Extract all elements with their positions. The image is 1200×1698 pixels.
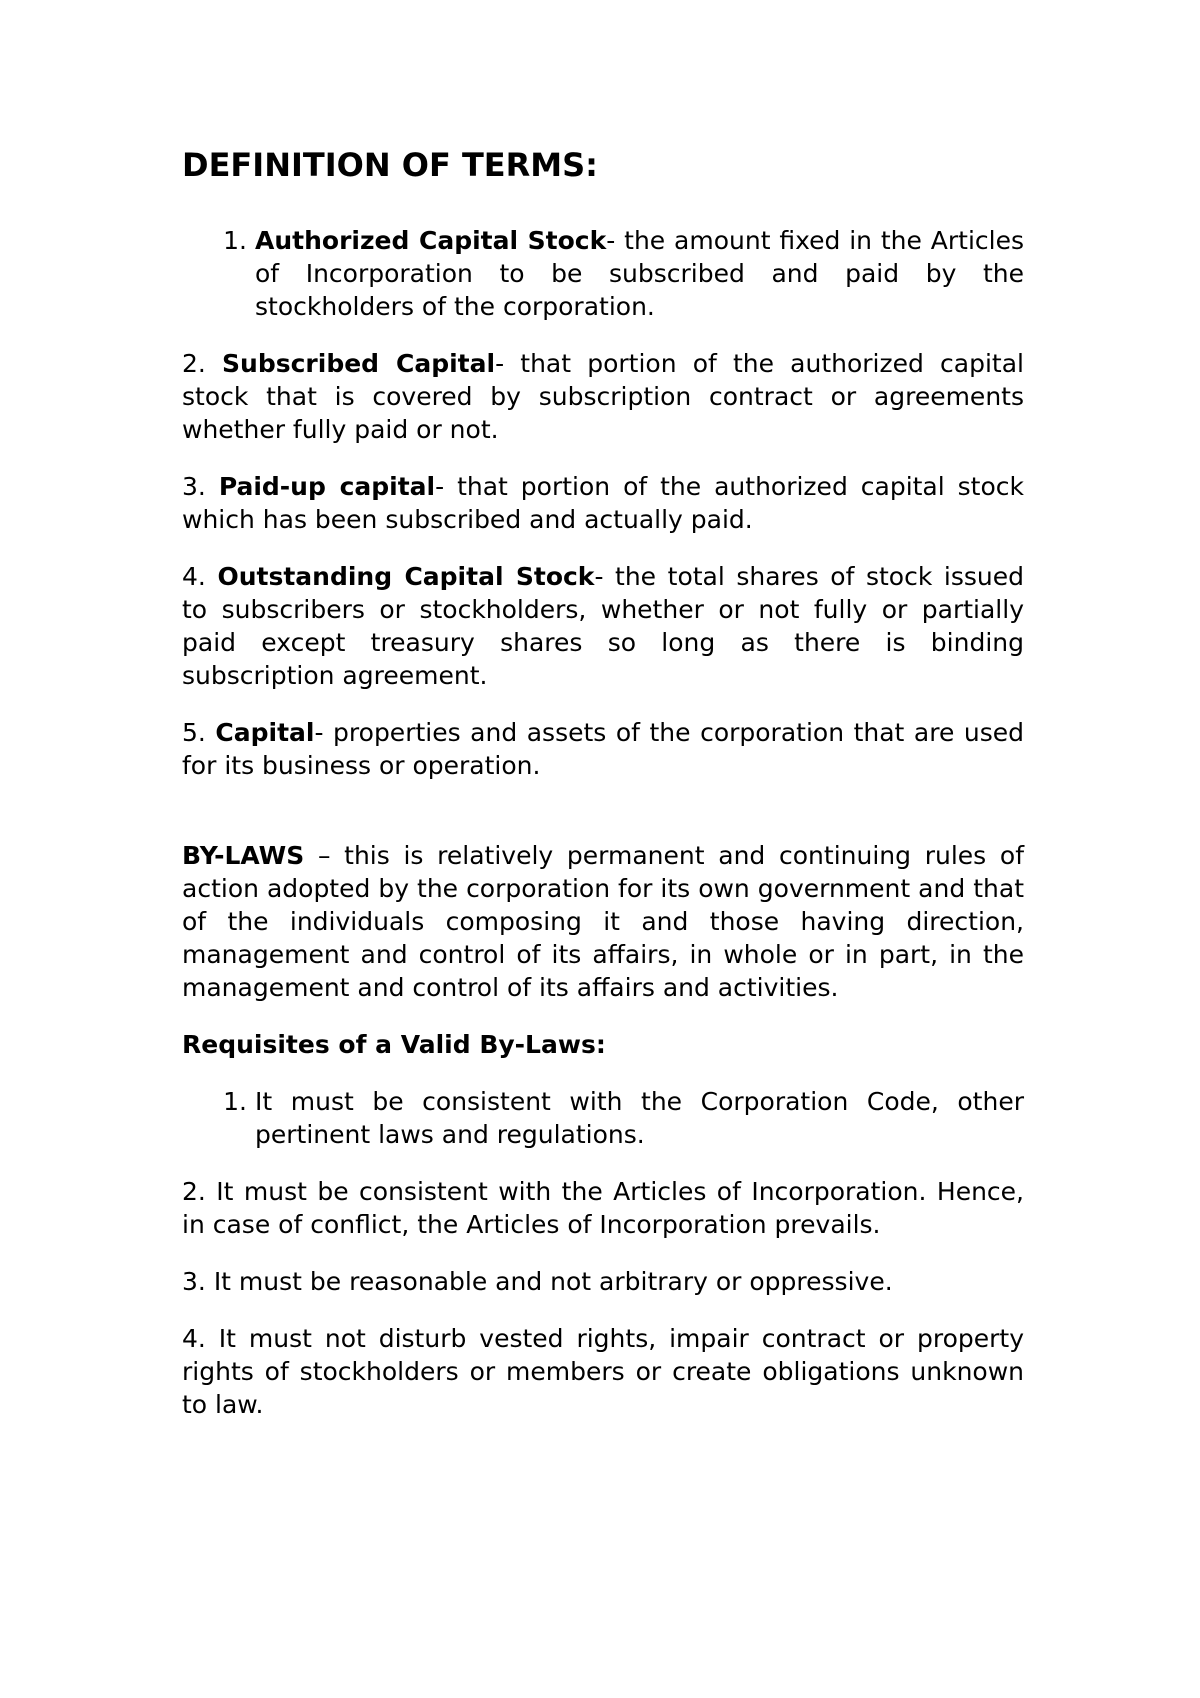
bylaws-text: – this is relatively permanent and continuing rules of action adopted by the corporation for its own government and that of the individuals composing it and those having direction, management and control of its affairs, in whole or in part, in the management and control of its affairs and activities.: [182, 841, 1024, 1002]
requisite-item-3: [182, 1265, 1024, 1298]
definition-number: 5.: [182, 718, 206, 747]
requisite-number: 4.: [182, 1324, 206, 1353]
requisite-item-1: [182, 1085, 1024, 1151]
definition-term: Outstanding Capital Stock: [217, 562, 595, 591]
definition-item-5: [182, 716, 1024, 782]
definition-text: - that portion of the authorized capital stock that is covered by subscription contract or agreements whether fully paid or not.: [182, 349, 1024, 444]
definition-text: - that portion of the authorized capital stock which has been subscribed and actually paid.: [182, 472, 1024, 534]
definition-term: Subscribed Capital: [222, 349, 496, 378]
definition-number: 2.: [182, 349, 206, 378]
definition-item-3: [182, 470, 1024, 536]
definition-text: - properties and assets of the corporation that are used for its business or operation.: [182, 718, 1024, 780]
bylaws-paragraph: [182, 839, 1024, 1004]
requisite-text: It must be reasonable and not arbitrary or oppressive.: [213, 1267, 893, 1296]
requisite-text: It must be consistent with the Corporation Code, other pertinent laws and regulations.: [255, 1087, 1024, 1149]
definition-item-2: [182, 347, 1024, 446]
bylaws-term: BY-LAWS: [182, 841, 305, 870]
definition-item-4: [182, 560, 1024, 692]
definition-number: 4.: [182, 562, 206, 591]
page-title: DEFINITION OF TERMS:: [182, 146, 598, 184]
definition-body: [255, 224, 1024, 323]
spacer: [182, 806, 1024, 839]
requisite-number: 1.: [223, 1087, 247, 1116]
requisite-number: 3.: [182, 1267, 206, 1296]
definition-number: 3.: [182, 472, 206, 501]
requisite-text: It must not disturb vested rights, impair contract or property rights of stockholders or members or create obligations unknown to law.: [182, 1324, 1025, 1419]
definition-text: - the amount fixed in the Articles of Incorporation to be subscribed and paid by the stockholders of the corporation.: [255, 226, 1024, 321]
definition-term: Authorized Capital Stock: [255, 226, 607, 255]
definition-text: - the total shares of stock issued to subscribers or stockholders, whether or not fully or partially paid except treasury shares so long as there is binding subscription agreement.: [182, 562, 1024, 690]
requisites-heading: Requisites of a Valid By-Laws:: [182, 1030, 606, 1059]
requisite-item-4: [182, 1322, 1024, 1421]
requisite-text: It must be consistent with the Articles of Incorporation. Hence, in case of conflict, the Articles of Incorporation prevails.: [182, 1177, 1024, 1239]
document-page: [182, 145, 1024, 1445]
definition-number: 1.: [223, 226, 247, 255]
definition-term: Paid-up capital: [218, 472, 436, 501]
definition-item-1: [182, 224, 1024, 323]
definition-term: Capital: [215, 718, 315, 747]
requisite-item-2: [182, 1175, 1024, 1241]
requisite-number: 2.: [182, 1177, 206, 1206]
